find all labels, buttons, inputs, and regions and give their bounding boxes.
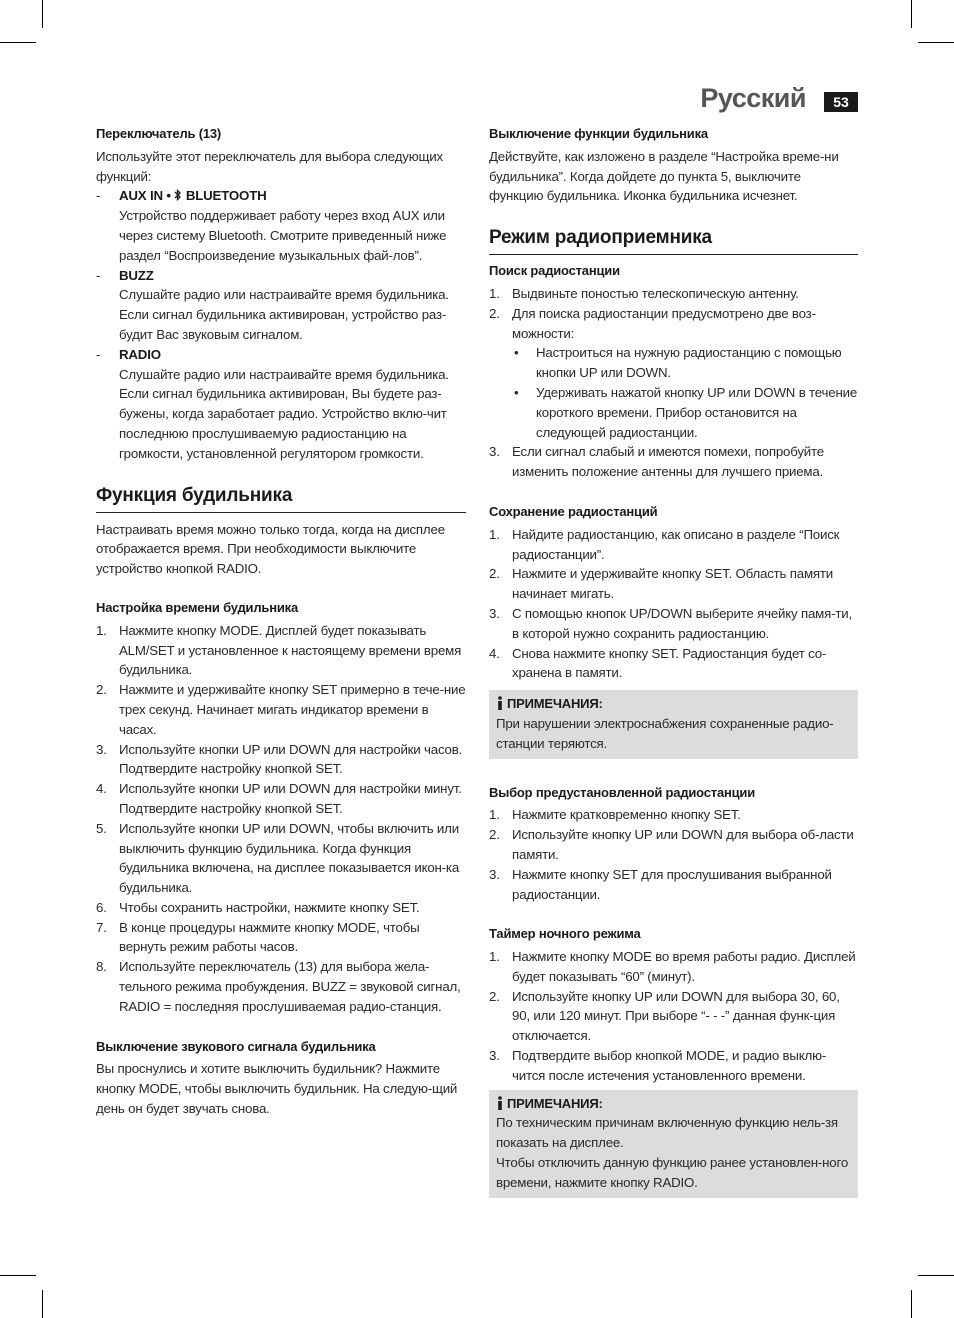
alarm-disable-title: Выключение функции будильника	[489, 126, 708, 141]
crop-mark	[918, 42, 954, 43]
list-item: 3. С помощью кнопок UP/DOWN выберите ячейку памя-ти, в которой нужно сохранить радиостанцию.	[489, 605, 852, 641]
preset-title: Выбор предустановленной радиостанции	[489, 784, 755, 800]
list-item: 1. Выдвиньте понoстью телескопическую антенну.	[489, 285, 799, 301]
list-item: 6. Чтобы сохранить настройки, нажмите кнопку SET.	[96, 899, 420, 915]
list-item: 2. Для поиска радиостанции предусмотрено две воз-можности:	[489, 305, 816, 341]
save-title: Сохранение радиостанций	[489, 503, 658, 519]
save-steps	[489, 525, 858, 683]
radio-label: RADIO	[119, 346, 161, 362]
left-column	[96, 124, 466, 1119]
bluetooth-icon	[174, 188, 182, 202]
buzz-text: Слушайте радио или настраивайте время будильника. Если сигнал будильника активирован, устройство раз-будит Вас звуковым сигналом.	[119, 287, 449, 342]
list-item: 1. Нажмите кратковременно кнопку SET.	[489, 807, 741, 823]
right-column	[489, 124, 858, 1198]
aux-text: Устройство поддерживает работу через вход AUX или через систему Bluetooth. Смотрите приведенный ниже раздел “Воспроизведение музыкальных фай-лов”.	[119, 208, 447, 263]
alarm-set-title: Настройка времени будильника	[96, 599, 298, 615]
switch-title: Переключатель (13)	[96, 126, 222, 141]
note-box	[489, 1090, 858, 1198]
buzz-label: BUZZ	[119, 267, 154, 283]
crop-mark	[911, 0, 912, 28]
note-title: ПРИМЕЧАНИЯ:	[496, 694, 851, 714]
crop-mark	[918, 1275, 954, 1276]
list-item: 1. Нажмите кнопку MODE во время работы радио. Дисплей будет показывать “60” (минут).	[489, 949, 856, 984]
bullet-item: • Удерживать нажатой кнопку UP или DOWN в течение короткого времени. Прибор остановится на следующей радиостанции.	[514, 384, 858, 440]
note-title: ПРИМЕЧАНИЯ:	[496, 1094, 851, 1114]
list-item: - AUX IN • BLUETOOTH Устройство поддерживает работу через вход AUX или через систему Bluetooth. Смотрите приведенный ниже раздел “Воспроизведение музыкальных фай-лов”.	[96, 186, 466, 265]
list-item: 2. Используйте кнопку UP или DOWN для выбора 30, 60, 90, или 120 минут. При выборе “- - -” данная функ-ция отключается.	[489, 988, 840, 1044]
page-number: 53	[824, 92, 858, 112]
list-item: - BUZZ Слушайте радио или настраивайте время будильника. Если сигнал будильника активирован, устройство раз-будит Вас звуковым сигналом.	[96, 266, 466, 345]
list-item: - RADIO Слушайте радио или настраивайте время будильника. Если сигнал будильника активирован, Вы будете раз-бужены, когда заработает радио. Устройство вклю-чит последнюю прослушиваемую радиостанцию на громкости, установленной регулятором громкости.	[96, 345, 466, 464]
crop-mark	[0, 42, 36, 43]
search-title: Поиск радиостанции	[489, 263, 620, 279]
list-item: 7. В конце процедуры нажмите кнопку MODE, чтобы вернуть режим работы часов.	[96, 919, 420, 955]
alarm-intro: Настраивать время можно только тогда, когда на дисплее отображается время. При необходимости выключите устройство кнопкой RADIO.	[96, 521, 445, 577]
list-item: 2. Нажмите и удерживайте кнопку SET. Область памяти начинает мигать.	[489, 566, 834, 602]
note-box	[489, 690, 858, 758]
list-item: 3. Подтвердите выбор кнопкой MODE, и радио выклю-чится после истечения установленного времени.	[489, 1048, 827, 1083]
alarm-heading: Функция будильника	[96, 484, 466, 513]
list-item: 3. Используйте кнопки UP или DOWN для настройки часов. Подтвердите настройку кнопкой SET.	[96, 741, 463, 777]
crop-mark	[0, 1275, 36, 1276]
list-item: 8. Используйте переключатель (13) для выбора жела-тельного режима пробуждения. BUZZ = звуковой сигнал, RADIO = последняя прослушиваемая радио-станция.	[96, 959, 461, 1014]
list-item: 3. Если сигнал слабый и имеются помехи, попробуйте изменить положение антенны для лучшего приема.	[489, 444, 824, 480]
crop-mark	[42, 0, 43, 28]
sleep-steps	[489, 947, 858, 1086]
list-item: 4. Используйте кнопки UP или DOWN для настройки минут. Подтвердите настройку кнопкой SET.	[96, 781, 462, 816]
list-item: 5. Используйте кнопки UP или DOWN, чтобы включить или выключить функцию будильника. Когда функция будильника включена, на дисплее показывается икон-ка будильника.	[96, 820, 460, 896]
alarm-off-title: Выключение звукового сигнала будильника	[96, 1038, 376, 1054]
bullet-item: • Настроиться на нужную радиостанцию с помощью кнопки UP или DOWN.	[514, 345, 842, 381]
switch-intro: Используйте этот переключатель для выбора следующих функций:	[96, 148, 443, 184]
note-text: При нарушении электроснабжения сохраненные радио-станции теряются.	[496, 715, 834, 751]
radio-text: Слушайте радио или настраивайте время будильника. Если сигнал будильника активирован, Вы будете раз-бужены, когда заработает радио. Устройство вклю-чит последнюю прослушиваемую радиостанцию на громкости, установленной регулятором громкости.	[119, 366, 449, 461]
info-icon	[496, 696, 504, 710]
radio-heading: Режим радиоприемника	[489, 226, 858, 255]
list-item: 1. Нажмите кнопку MODE. Дисплей будет показывать ALM/SET и установленное к настоящему времени время будильника.	[96, 622, 462, 678]
info-icon	[496, 1096, 504, 1110]
search-steps	[489, 284, 858, 482]
list-item: 2. Используйте кнопку UP или DOWN для выбора об-ласти памяти.	[489, 827, 854, 862]
crop-mark	[42, 1290, 43, 1318]
list-item: 1. Найдите радиостанцию, как описано в разделе “Поиск радиостанции”.	[489, 526, 840, 562]
note-text: Чтобы отключить данную функцию ранее установлен-ного времени, нажмите кнопку RADIO.	[496, 1155, 849, 1190]
preset-steps	[489, 805, 858, 904]
alarm-disable-text: Действуйте, как изложено в разделе “Настройка време-ни будильника”. Когда дойдете до пункта 5, выключите функцию будильника. Иконка будильника исчезнет.	[489, 148, 839, 204]
aux-label: AUX IN • BLUETOOTH	[119, 188, 267, 204]
alarm-set-steps	[96, 621, 466, 1017]
sleep-title: Таймер ночного режима	[489, 926, 641, 942]
alarm-off-text: Вы проснулись и хотите выключить будильник? Нажмите кнопку MODE, чтобы выключить будильник. На следую-щий день он будет звучать снова.	[96, 1061, 458, 1117]
note-text: По техническим причинам включенную функцию нель-зя показать на дисплее.	[496, 1115, 838, 1151]
language-title: Русский	[700, 83, 806, 113]
list-item: 3. Нажмите кнопку SET для прослушивания выбранной радиостанции.	[489, 866, 832, 902]
crop-mark	[911, 1290, 912, 1318]
list-item: 2. Нажмите и удерживайте кнопку SET примерно в тече-ние трех секунд. Начинает мигать индикатор времени в часах.	[96, 682, 466, 737]
list-item: 4. Снова нажмите кнопку SET. Радиостанция будет со-хранена в памяти.	[489, 645, 827, 681]
